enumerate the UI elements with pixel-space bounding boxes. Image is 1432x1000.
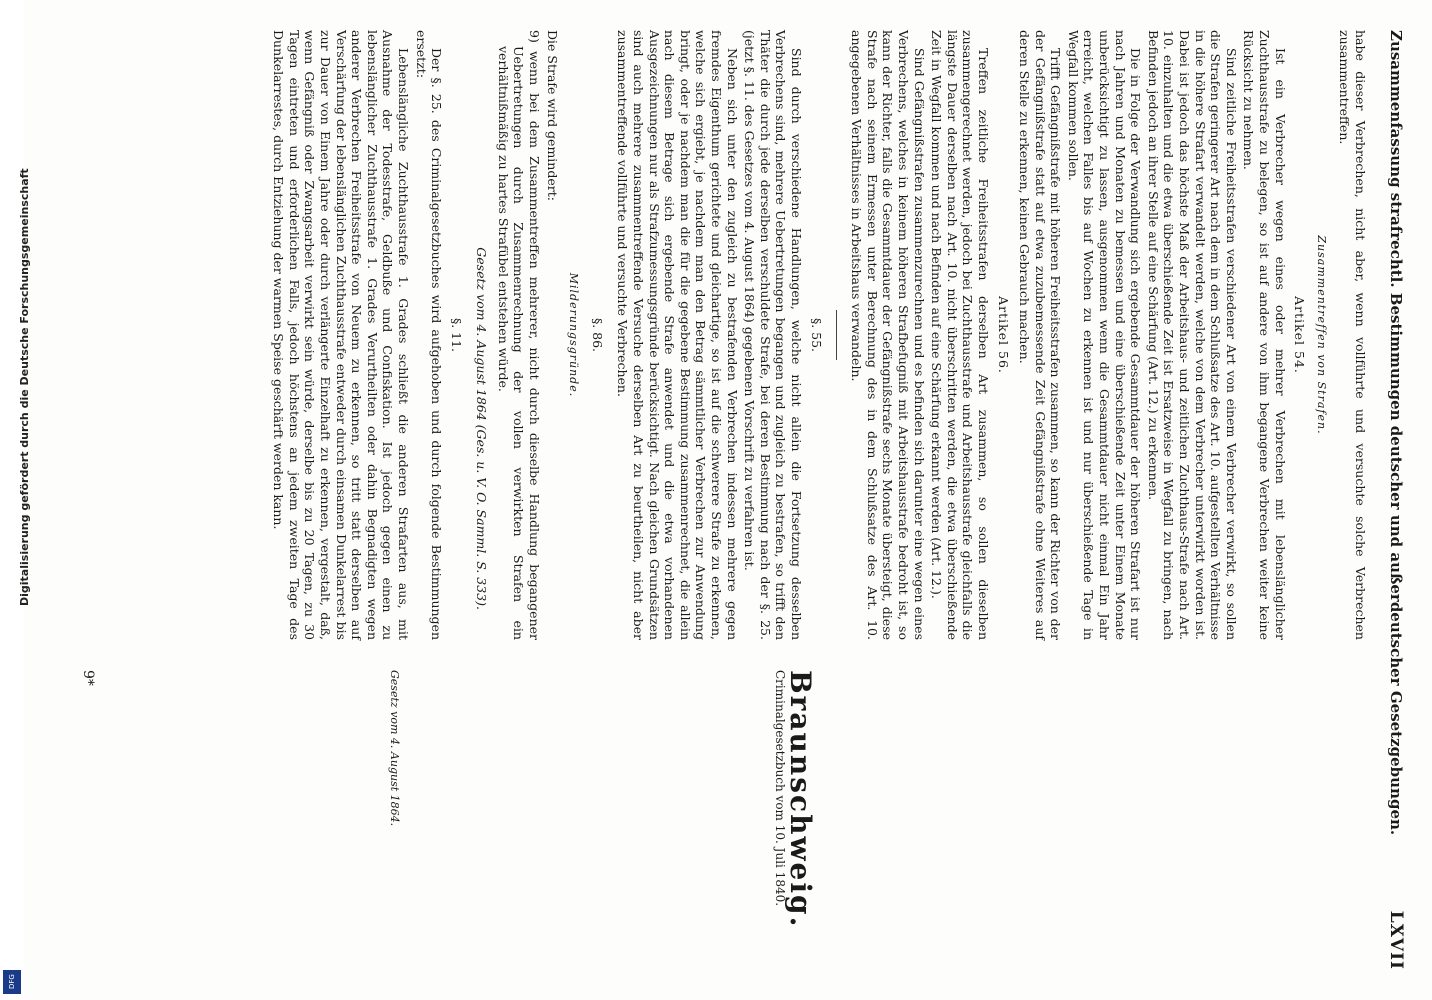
section-heading: §. 86. bbox=[589, 317, 605, 353]
paragraph: Sind durch verschiedene Handlungen, welche nicht allein die Fortsetzung desselben Verbrechens sind, mehrere Uebertretungen begangen und zugleich zu bestrafen, so trifft den Thäter die durch jede derselben verschuldete Strafe, bei deren Bestimmung nach der §. 25. (jetzt §. 11. des Gesetzes vom 4. August 1864) gegebenen Vorschrift zu verfahren ist. bbox=[742, 30, 804, 640]
paragraph: Treffen zeitliche Freiheitsstrafen derselben Art zusammen, so sollen dieselben zusammengerechnet werden, jedoch bei Zuchthausstrafe und Arbeitshausstrafe gleichfalls die längste Dauer derselben nach Art. 10. nicht überschritten werden, die etwa überschießende Zeit in Wegfall kommen und nach Befinden auf eine Schärfung erkannt werden (Art. 12.). bbox=[929, 30, 991, 640]
paragraph: Trifft Gefängnißstrafe mit höheren Freiheitsstrafen zusammen, so kann der Richter von der der Gefängnißstrafe statt auf etwa zuzubemessende Zeit Gefängnißstrafe ohne Weiteres auf deren Stelle zu erkennen, keinen Gebrauch machen. bbox=[1017, 30, 1064, 640]
article-heading: Artikel 56. bbox=[995, 296, 1011, 374]
paragraph: Lebenslängliche Zuchthausstrafe 1. Grades schließt die anderen Strafarten aus, mit Ausnahme der Todesstrafe, Geldbuße und Confiskation. Ist jedoch gegen einen zu lebenslänglicher Zuchthausstrafe 1. Grades Verurtheilten oder dahin Begnadigten wegen anderer Verbrechen Freiheitsstrafe von Neuem zu erkennen, so tritt statt derselben auf Verschärfung der lebenslänglichen Zuchthausstrafe entweder durch einsamen Dunkelarrest bis zur Dauer von Einem Jahre oder durch verlängerte Einzelhaft zu erkennen, vergestalt, daß, wenn Gefängniß oder Zwangsarbeit verwirkt sein würde, derselbe bis zu 20 Tagen, zu 30 Tagen eintreten und erforderlichen Falls, jedoch höchstens an jedem zweiten Tage des Dunkelarrestes, durch Entziehung der warmen Speise geschärft werden kann. bbox=[271, 30, 411, 640]
list-item: 9) wenn bei dem Zusammentreffen mehrerer, nicht durch dieselbe Handlung begangener Uebertretungen durch Zusammenrechnung der vollen verwirkten Strafen ein verhältnißmäßig zu hartes Strafübel entstehen würde. bbox=[495, 30, 543, 640]
paragraph: Neben sich unter den zugleich zu bestrafenden Verbrechen indessen mehrere gegen fremdes Eigenthum gerichtete und gleichartige, so ist auf die schwerere Strafe zu erkennen, welche sich ergiebt, je nachdem man den Betrag sämmtlicher Verbrechen zur Anwendung bringt, oder je nachdem man die für die gegebene Bestimmung zusammenrechnet, die allein nach diesem Betrage sich ergebende Strafe anwendet und die etwa vorhandenen Ausgezeichnungen nur als Strafzumessungsgründe berücksichtigt. Nach gleichen Grundsätzen sind auch mehrere zusammentreffende Versuche derselben Art zu beurtheilen, nicht aber zusammentreffende vollführte und versuchte Verbrechen. bbox=[615, 30, 740, 640]
section-subheading: Milderungsgründe. bbox=[567, 272, 581, 398]
paragraph: Die in Folge der Verwandlung sich ergebende Gesammtdauer der höheren Strafart ist nur nach Jahren und Monaten zu bemessen und eine überschießende Zeit unter Einem Monate unberücksichtigt zu lassen, ausgenommen wenn die Gesammtdauer nicht einmal Ein Jahr erreicht, welchen Falles bis auf Wochen zu erkennen ist und nur überschießende Tage in Wegfall kommen sollen. bbox=[1065, 30, 1144, 640]
section-divider bbox=[836, 310, 837, 360]
paragraph: Sind zeitliche Freiheitsstrafen verschiedener Art von einem Verbrecher verwirkt, so sollen die Strafen geringerer Art nach dem in dem Schlußsatze des Art. 10. aufgestellten Verhältnisse in die höhere Strafart verwandelt werden, welche von dem Verbrecher unterwirkt worden ist. Dabei ist jedoch das höchste Maß der Arbeitshaus- und zeitlichen Zuchthaus-Strafe nach Art. 10. einzuhalten und die etwa überschießende Zeit ist Ersatzweise in Wegfall zu bringen, nach Befinden jedoch an ihrer Stelle auf eine Schärfung (Art. 12.) zu erkennen. bbox=[1145, 30, 1239, 640]
digitization-credit: Digitalisierung gefördert durch die Deutsche Forschungsgemeinschaft bbox=[18, 168, 31, 606]
running-head bbox=[1382, 30, 1410, 970]
digitization-strip bbox=[0, 0, 31, 1000]
section-subheading: Zusammentreffen von Strafen. bbox=[1314, 235, 1328, 435]
margin-column bbox=[60, 670, 1368, 970]
page-number: 9* bbox=[80, 670, 96, 686]
code-reference: Criminalgesetzbuch vom 10. Juli 1840. bbox=[773, 670, 787, 907]
main-text-column bbox=[60, 30, 1368, 640]
dfg-logo: DFG bbox=[3, 970, 21, 994]
section-heading: §. 11. bbox=[448, 317, 464, 353]
running-head-title: Zusammenfassung strafrechtl. Bestimmungen deutscher und außerdeutscher Gesetzgebungen. bbox=[1387, 30, 1405, 836]
margin-source: Gesetz vom 4. August 1864. bbox=[388, 670, 401, 827]
paragraph: Der §. 25. des Criminalgesetzbuches wird aufgehoben und durch folgende Bestimmungen ersetzt: bbox=[413, 30, 445, 640]
paragraph: Die Strafe wird gemindert: bbox=[544, 30, 560, 201]
source-citation: Gesetz vom 4. August 1864 (Ges. u. V. O. Samml. S. 333). bbox=[474, 247, 490, 610]
section-heading: §. 55. bbox=[808, 317, 824, 353]
article-heading: Artikel 54. bbox=[1292, 296, 1308, 374]
state-title: Braunschweig. bbox=[784, 670, 817, 929]
rotated-page bbox=[40, 10, 1420, 990]
paragraph: habe dieser Verbrechen, nicht aber, wenn vollführte und versuchte solche Verbrechen zusammentreffen. bbox=[1337, 30, 1368, 640]
paragraph: Sind Gefängnißstrafen zusammenzurechnen und es befinden sich darunter eine wegen eines Verbrechens, welches in keinem höheren Strafbefugniß mit Arbeitshausstrafe bedroht ist, so kann der Richter, falls die Gesammtdauer der Gefängnißstrafe sechs Monate übersteigt, diese Strafe nach seinem Ermessen unter Berechnung des in dem Schlußsatze des Art. 10. angegebenen Verhältnisses in Arbeitshaus verwandeln. bbox=[849, 30, 927, 640]
page-folio: LXVII bbox=[1386, 910, 1406, 970]
paragraph: Ist ein Verbrecher wegen eines oder mehrer Verbrechen mit lebenslänglicher Zuchthausstrafe zu belegen, so ist auf andere von ihm begangene Verbrechen weiter keine Rücksicht zu nehmen. bbox=[1241, 30, 1288, 640]
